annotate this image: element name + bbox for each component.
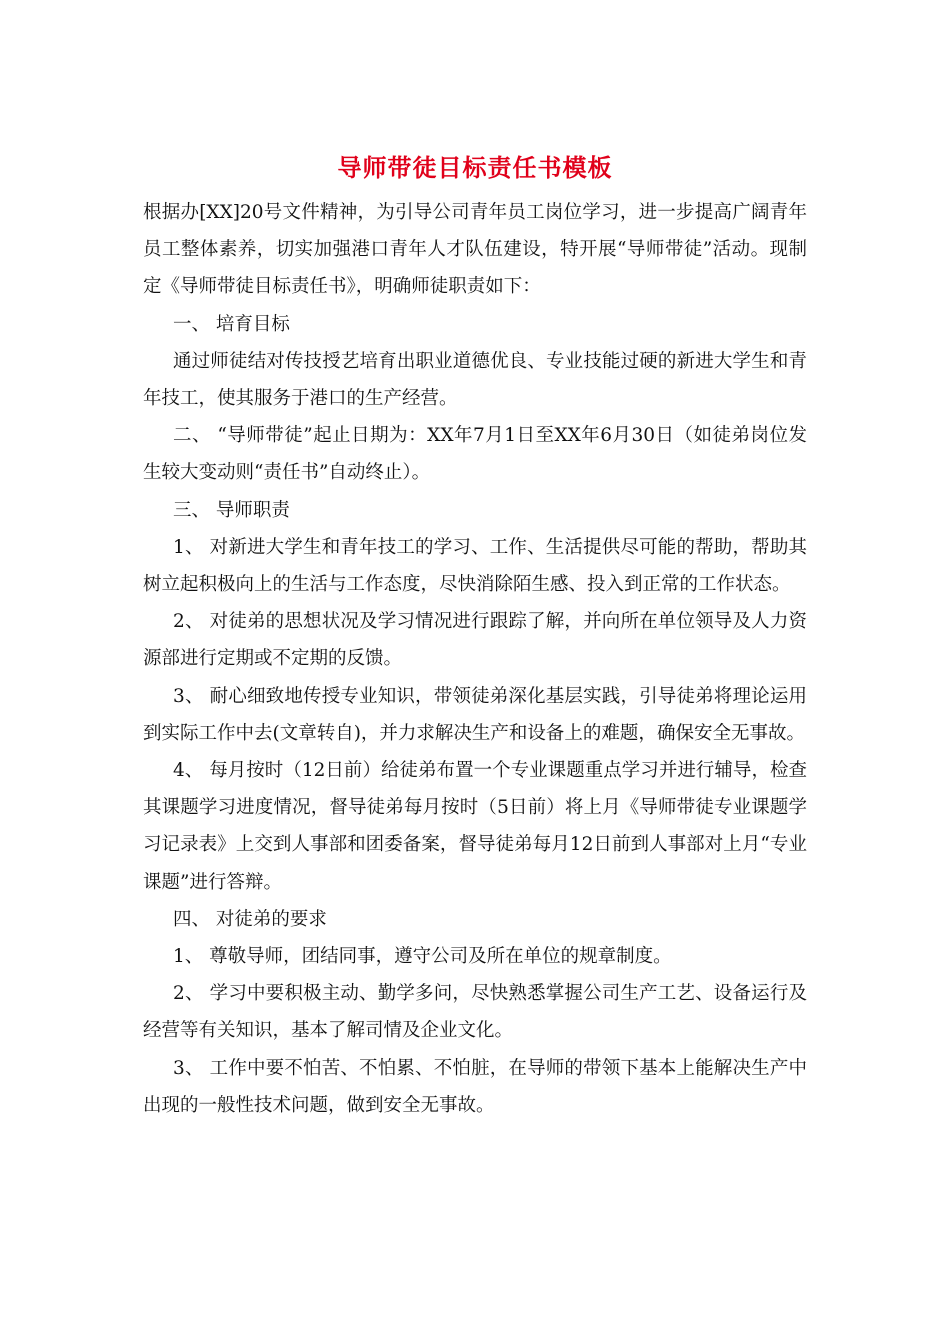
mentor-duty-item: 4、 每月按时（12日前）给徒弟布置一个专业课题重点学习并进行辅导，检查其课题学习进度情况，督导徒弟每月按时（5日前）将上月《导师带徒专业课题学习记录表》上交到人事部和团委备案，督导徒弟每月12日前到人事部对上月“专业课题”进行答辩。 bbox=[143, 760, 807, 893]
mentor-duty-item: 1、 对新进大学生和青年技工的学习、工作、生活提供尽可能的帮助，帮助其树立起积极向上的生活与工作态度，尽快消除陌生感、投入到正常的工作状态。 bbox=[143, 536, 807, 596]
intro-paragraph: 根据办[XX]20号文件精神，为引导公司青年员工岗位学习，进一步提高广阔青年员工整体素养，切实加强港口青年人才队伍建设，特开展“导师带徒”活动。现制定《导师带徒目标责任书》，明确师徒职责如下： bbox=[143, 202, 807, 298]
training-goal-paragraph: 通过师徒结对传技授艺培育出职业道德优良、专业技能过硬的新进大学生和青年技工，使其服务于港口的生产经营。 bbox=[143, 350, 807, 410]
mentor-duty-item: 2、 对徒弟的思想状况及学习情况进行跟踪了解，并向所在单位领导及人力资源部进行定期或不定期的反馈。 bbox=[143, 611, 807, 670]
section-heading-training-goal: 一、 培育目标 bbox=[173, 313, 290, 335]
document-body bbox=[143, 194, 807, 1124]
document-title: 导师带徒目标责任书模板 bbox=[337, 154, 613, 182]
apprentice-requirement-item: 1、 尊敬导师，团结同事，遵守公司及所在单位的规章制度。 bbox=[173, 946, 672, 968]
apprentice-requirement-item: 3、 工作中要不怕苦、不怕累、不怕脏，在导师的带领下基本上能解决生产中出现的一般性技术问题，做到安全无事故。 bbox=[143, 1057, 807, 1116]
mentor-duty-item: 3、 耐心细致地传授专业知识，带领徒弟深化基层实践，引导徒弟将理论运用到实际工作中去(文章转自)，并力求解决生产和设备上的难题，确保安全无事故。 bbox=[143, 685, 807, 744]
section-heading-mentor-duties: 三、 导师职责 bbox=[173, 499, 290, 521]
section-period-paragraph: 二、 “导师带徒”起止日期为：XX年7月1日至XX年6月30日（如徒弟岗位发生较大变动则“责任书”自动终止）。 bbox=[143, 425, 807, 484]
apprentice-requirement-item: 2、 学习中要积极主动、勤学多问，尽快熟悉掌握公司生产工艺、设备运行及经营等有关知识，基本了解司情及企业文化。 bbox=[143, 983, 807, 1042]
section-heading-apprentice-requirements: 四、 对徒弟的要求 bbox=[173, 908, 327, 930]
